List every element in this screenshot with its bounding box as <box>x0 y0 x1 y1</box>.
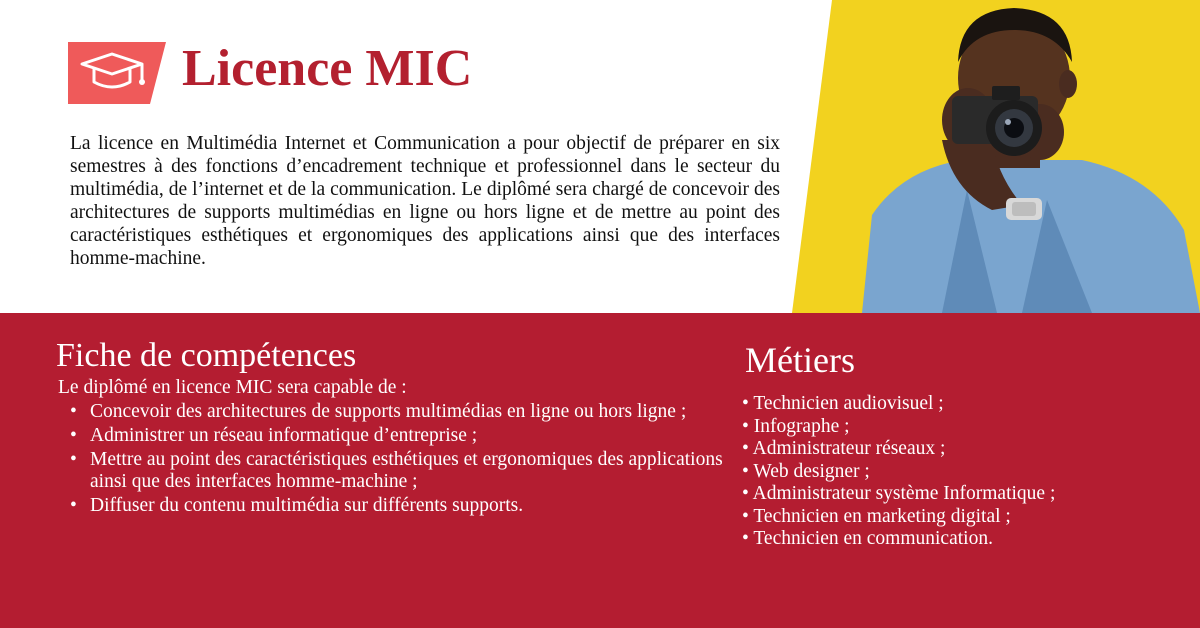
list-item: • Technicien audiovisuel ; <box>742 393 1055 416</box>
list-item: • Administrer un réseau informatique d’entreprise ; <box>58 425 738 447</box>
photographer-image <box>792 0 1200 313</box>
intro-paragraph: La licence en Multimédia Internet et Communication a pour objectif de préparer en six semestres à des fonctions d’encadrement technique et professionnel dans le secteur du multimédia, de l’internet et de la communication. Le diplômé sera chargé de concevoir des architectures de supports multimédias en ligne ou hors ligne et de mettre au point des caractéristiques esthétiques et ergonomiques des applications ainsi que des interfaces homme-machine. <box>70 133 780 269</box>
graduation-cap-icon <box>68 42 166 104</box>
list-item: • Concevoir des architectures de supports multimédias en ligne ou hors ligne ; <box>58 401 738 423</box>
competences-lead: Le diplômé en licence MIC sera capable de : <box>58 377 407 398</box>
list-item: • Web designer ; <box>742 461 1055 484</box>
list-item: • Infographe ; <box>742 416 1055 439</box>
metiers-list <box>742 393 1055 551</box>
details-section <box>0 313 1200 628</box>
list-item: • Technicien en marketing digital ; <box>742 506 1055 529</box>
list-item: • Administrateur système Informatique ; <box>742 483 1055 506</box>
competences-title: Fiche de compétences <box>56 337 357 374</box>
competences-list <box>58 401 738 519</box>
list-item: • Diffuser du contenu multimédia sur différents supports. <box>58 495 738 517</box>
list-item: • Administrateur réseaux ; <box>742 438 1055 461</box>
list-item: • Mettre au point des caractéristiques esthétiques et ergonomiques des applications ainsi que des interfaces homme-machine ; <box>58 449 738 493</box>
metiers-title: Métiers <box>745 340 855 380</box>
page-title: Licence MIC <box>182 40 473 97</box>
list-item: • Technicien en communication. <box>742 528 1055 551</box>
